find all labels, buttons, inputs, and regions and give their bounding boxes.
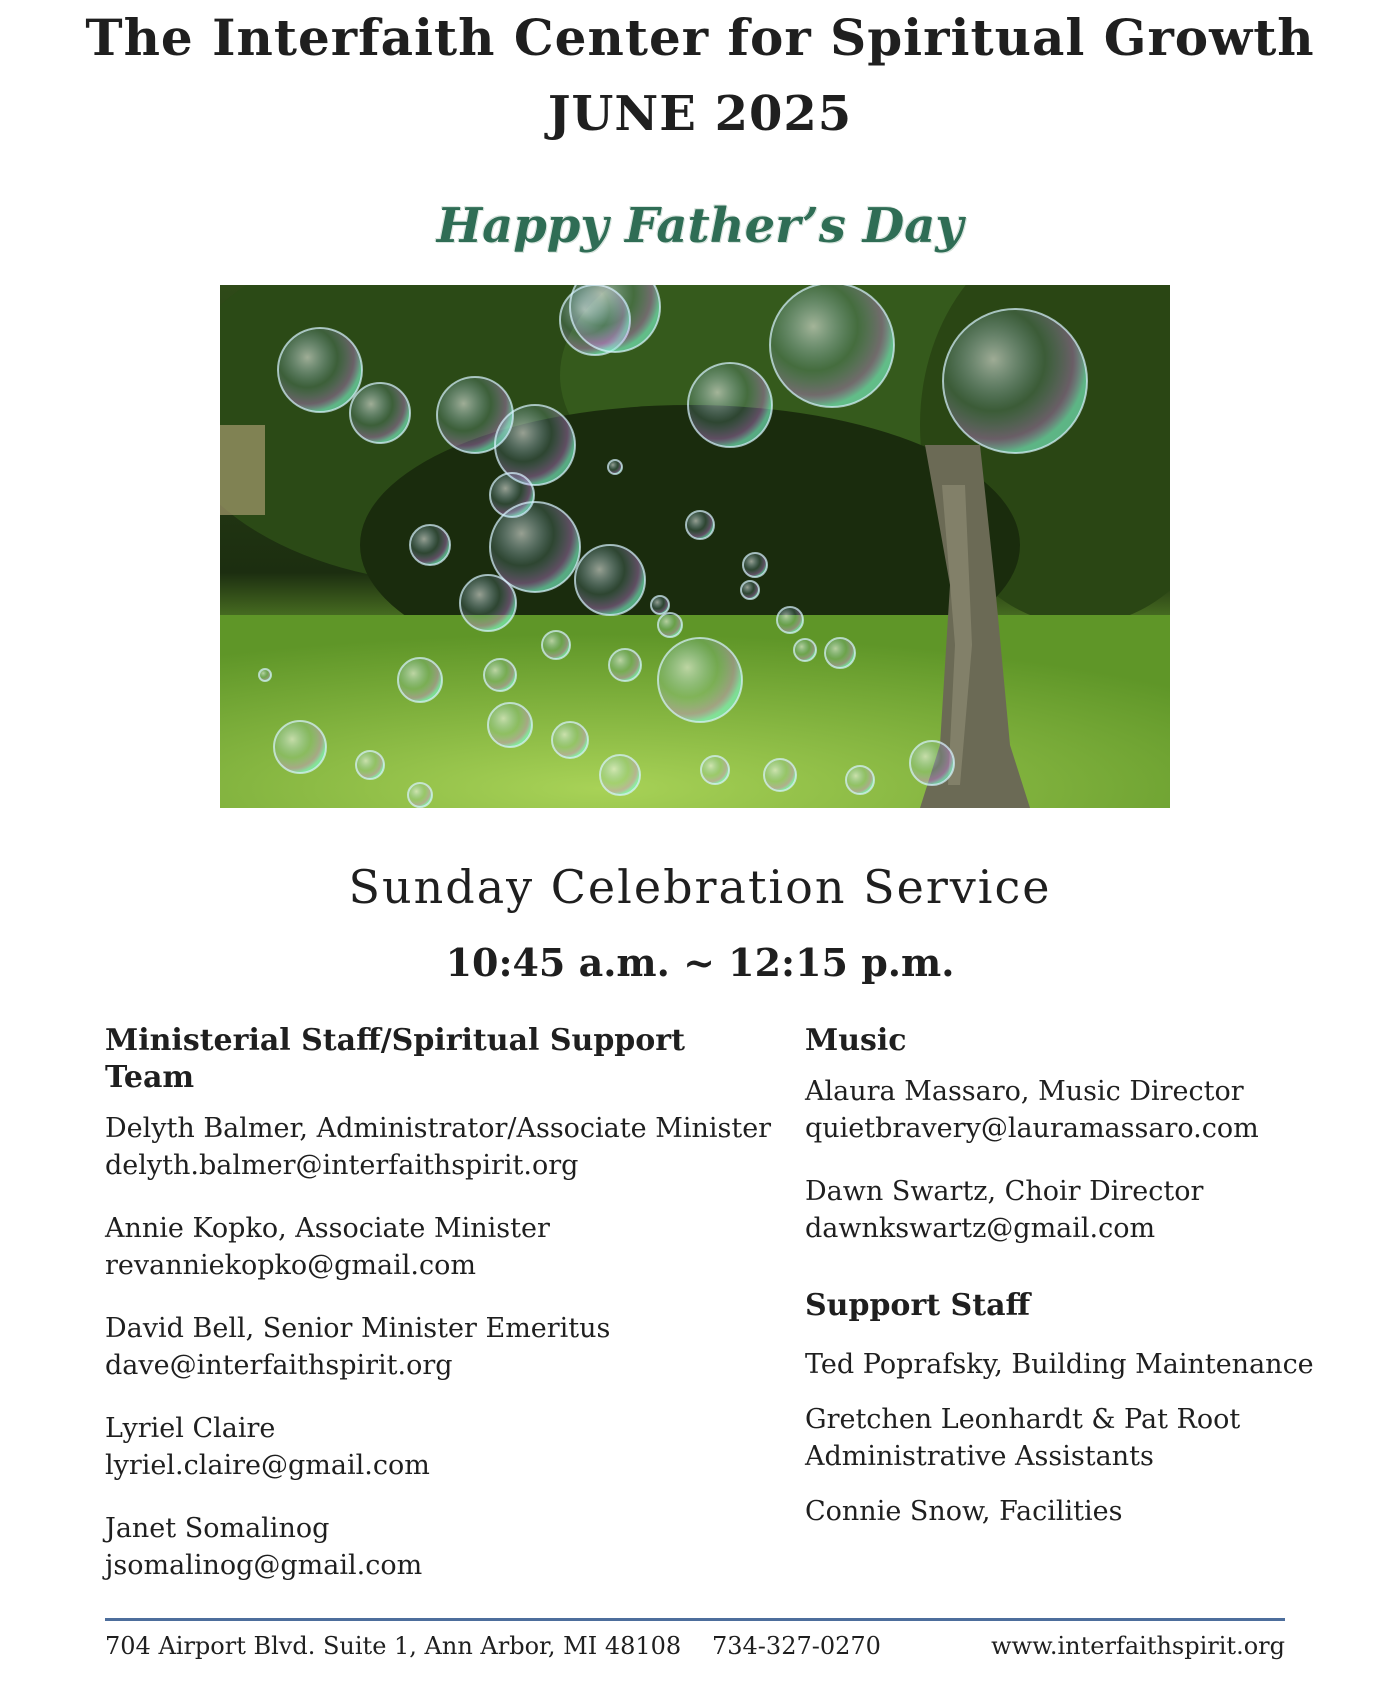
soap-bubbles-garden-image [220,285,1170,808]
support-line: Connie Snow, Facilities [805,1496,1123,1527]
music-entry [805,1073,1365,1147]
music-name: Alaura Massaro, Music Director [805,1076,1244,1107]
staff-name: Janet Somalinog [105,1513,330,1544]
month-heading: JUNE 2025 [547,86,853,142]
staff-name: David Bell, Senior Minister Emeritus [105,1313,611,1344]
staff-entry [105,1110,772,1184]
support-line: Administrative Assistants [805,1441,1154,1472]
footer-phone[interactable]: 734-327-0270 [712,1632,881,1660]
staff-name: Delyth Balmer, Administrator/Associate Minister [105,1113,772,1144]
music-name: Dawn Swartz, Choir Director [805,1176,1204,1207]
music-support-column [805,1022,1365,1548]
footer-website[interactable]: www.interfaithspirit.org [991,1632,1285,1660]
support-heading: Support Staff [805,1288,1031,1323]
holiday-greeting: Happy Father’s Day [436,198,964,254]
staff-entry [105,1410,745,1484]
staff-email[interactable]: revanniekopko@gmail.com [105,1250,476,1281]
staff-entry [105,1310,745,1384]
staff-entry [105,1210,745,1284]
page-title: The Interfaith Center for Spiritual Growth [85,8,1315,67]
support-line: Ted Poprafsky, Building Maintenance [805,1349,1314,1380]
staff-name: Annie Kopko, Associate Minister [105,1213,550,1244]
support-line: Gretchen Leonhardt & Pat Root [805,1404,1241,1435]
staff-email[interactable]: lyriel.claire@gmail.com [105,1450,430,1481]
ministerial-heading: Ministerial Staff/Spiritual Support Team [105,1023,685,1095]
footer-address: 704 Airport Blvd. Suite 1, Ann Arbor, MI 48108 [105,1632,682,1660]
support-entry [805,1401,1365,1475]
staff-name: Lyriel Claire [105,1413,276,1444]
music-heading: Music [805,1023,907,1058]
support-entry [805,1493,1365,1530]
service-time: 10:45 a.m. ~ 12:15 p.m. [445,940,955,985]
ministerial-staff-column [105,1022,772,1610]
staff-email[interactable]: jsomalinog@gmail.com [105,1550,423,1581]
staff-entry [105,1510,745,1584]
music-email[interactable]: quietbravery@lauramassaro.com [805,1113,1259,1144]
staff-email[interactable]: dave@interfaithspirit.org [105,1350,453,1381]
music-email[interactable]: dawnkswartz@gmail.com [805,1213,1156,1244]
staff-email[interactable]: delyth.balmer@interfaithspirit.org [105,1150,579,1181]
music-entry [805,1173,1365,1247]
bubbles-photo [220,285,1170,808]
footer-divider [105,1618,1285,1621]
service-title: Sunday Celebration Service [348,860,1052,914]
support-entry [805,1346,1365,1383]
